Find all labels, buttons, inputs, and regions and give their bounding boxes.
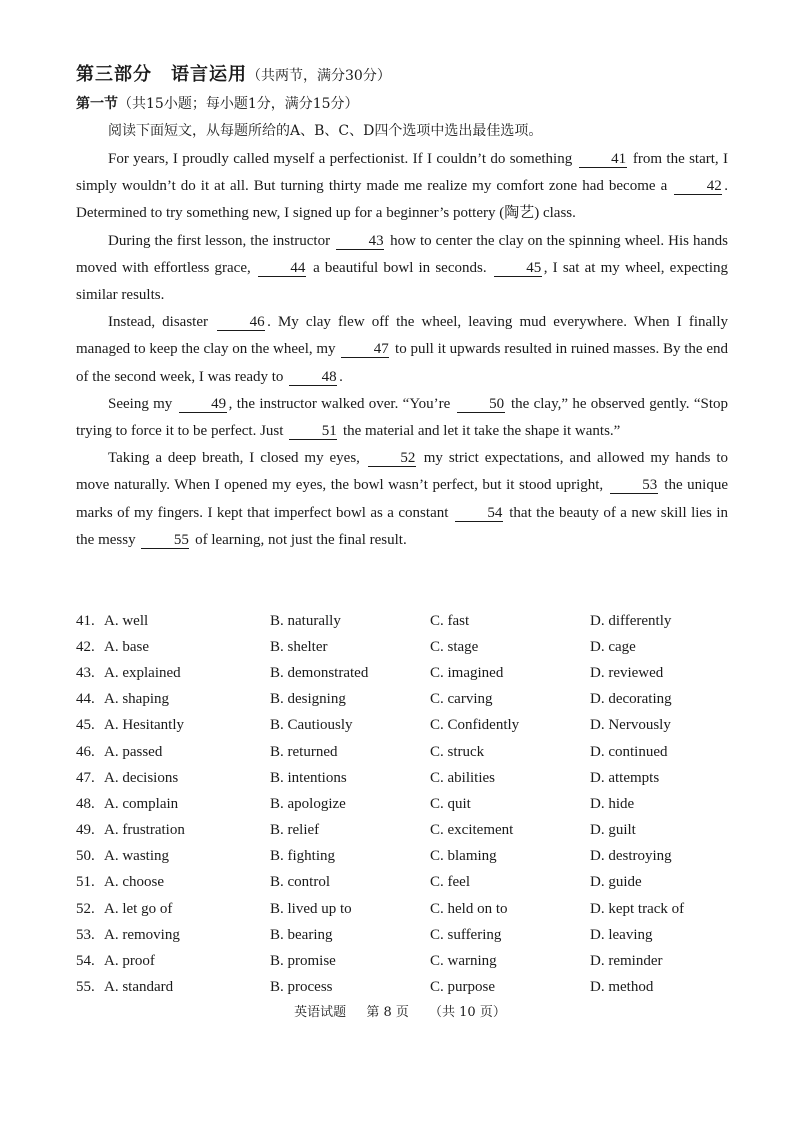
option-d: D. differently (590, 612, 672, 629)
blank-45: 45 (494, 260, 542, 277)
options-list (76, 608, 736, 1001)
option-c: C. purpose (430, 979, 495, 996)
option-d: D. destroying (590, 848, 672, 865)
option-c: C. excitement (430, 822, 514, 839)
option-c: C. imagined (430, 664, 504, 681)
cloze-passage (76, 146, 728, 554)
option-d: D. decorating (590, 691, 672, 708)
option-c: C. held on to (430, 900, 508, 917)
question-number: 49. (76, 822, 95, 839)
option-c: C. abilities (430, 769, 495, 786)
blank-52: 52 (368, 450, 416, 467)
passage-text: the material and let it take the shape it wants.” (339, 423, 621, 440)
option-a: A. let go of (104, 900, 173, 917)
passage-text: . (339, 368, 343, 385)
option-b: B. intentions (270, 769, 347, 786)
blank-48: 48 (289, 369, 337, 386)
instruction-text: 阅读下面短文，从每题所给的A、B、C、D四个选项中选出最佳选项。 (108, 123, 543, 139)
option-row (76, 608, 736, 634)
blank-43: 43 (336, 233, 384, 250)
option-b: B. apologize (270, 795, 346, 812)
option-b: B. relief (270, 822, 320, 839)
passage-paragraph (76, 391, 728, 445)
passage-text: , I sat at my wheel, expecting similar results. (76, 259, 728, 304)
question-number: 42. (76, 638, 95, 655)
option-a: A. choose (104, 874, 164, 891)
passage-text: Taking a deep breath, I closed my eyes, (108, 450, 366, 467)
option-row (76, 739, 736, 765)
option-row (76, 687, 736, 713)
part-title-note: （共两节，满分30分） (247, 68, 391, 84)
question-number: 54. (76, 953, 95, 970)
blank-42: 42 (674, 178, 722, 195)
option-c: C. blaming (430, 848, 497, 865)
footer-subject: 英语试题 (294, 1005, 347, 1020)
option-b: B. control (270, 874, 330, 891)
option-row (76, 765, 736, 791)
question-number: 51. (76, 874, 95, 891)
passage-text: Seeing my (108, 395, 177, 412)
option-a: A. proof (104, 953, 155, 970)
blank-47: 47 (341, 341, 389, 358)
passage-text: During the first lesson, the instructor (108, 232, 335, 249)
blank-55: 55 (141, 532, 189, 549)
option-b: B. promise (270, 953, 336, 970)
option-b: B. fighting (270, 848, 336, 865)
option-row (76, 634, 736, 660)
passage-text: how to center the clay on the spinning wheel. His hands moved with effortless grace, (76, 232, 729, 276)
option-a: A. complain (104, 795, 179, 812)
option-c: C. feel (430, 874, 470, 891)
question-number: 47. (76, 769, 95, 786)
option-row (76, 791, 736, 817)
blank-41: 41 (579, 151, 627, 168)
option-c: C. quit (430, 795, 471, 812)
footer-page: 第 8 页 (366, 1005, 409, 1020)
option-c: C. carving (430, 691, 493, 708)
passage-paragraph (76, 146, 728, 228)
option-a: A. decisions (104, 769, 179, 786)
passage-text: the clay,” he observed gently. “Stop trying to force it to be perfect. Just (76, 395, 729, 440)
passage-paragraph (76, 309, 728, 391)
question-number: 44. (76, 691, 95, 708)
option-a: A. well (104, 612, 149, 629)
option-row (76, 948, 736, 974)
option-d: D. kept track of (590, 900, 685, 917)
footer-total: （共 10 页） (429, 1005, 506, 1020)
option-d: D. continued (590, 743, 668, 760)
option-b: B. process (270, 979, 333, 996)
option-c: C. stage (430, 638, 479, 655)
section-title-text: 第一节 (76, 96, 118, 112)
option-row (76, 818, 736, 844)
option-d: D. guide (590, 874, 642, 891)
option-b: B. bearing (270, 926, 333, 943)
passage-text: a beautiful bowl in seconds. (307, 259, 492, 276)
question-number: 41. (76, 612, 95, 629)
blank-50: 50 (457, 396, 505, 413)
passage-text: , the instructor walked over. “You’re (228, 395, 455, 412)
option-c: C. fast (430, 612, 470, 629)
option-d: D. method (590, 979, 654, 996)
passage-text: to pull it upwards resulted in ruined masses. By the end of the second week, I was ready to (76, 341, 728, 385)
option-d: D. leaving (590, 926, 653, 943)
passage-text: from the start, I simply wouldn’t do it at all. But turning thirty made me realize my comfort zone had become a (76, 151, 728, 195)
option-row (76, 922, 736, 948)
option-c: C. Confidently (430, 717, 520, 734)
passage-text: Instead, disaster (108, 314, 216, 331)
passage-text: my strict expectations, and allowed my hands to move naturally. When I opened my eyes, the bowl wasn’t perfect, but it stood upright, (76, 450, 728, 494)
option-d: D. reviewed (590, 664, 664, 681)
blank-49: 49 (179, 396, 227, 413)
option-b: B. returned (270, 743, 338, 760)
page-footer (0, 1001, 800, 1020)
option-row (76, 660, 736, 686)
passage-text: of learning, not just the final result. (191, 531, 407, 548)
option-d: D. guilt (590, 822, 636, 839)
part-title-text: 第三部分 语言运用 (76, 64, 247, 85)
option-d: D. attempts (590, 769, 660, 786)
passage-text: the unique marks of my fingers. I kept that imperfect bowl as a constant (76, 477, 729, 521)
passage-text: . My clay flew off the wheel, leaving mud everywhere. When I finally managed to keep the clay on the wheel, my (76, 314, 728, 358)
option-row (76, 870, 736, 896)
option-row (76, 713, 736, 739)
option-c: C. warning (430, 953, 497, 970)
option-b: B. naturally (270, 612, 341, 629)
option-row (76, 896, 736, 922)
blank-46: 46 (217, 314, 265, 331)
option-a: A. Hesitantly (104, 717, 184, 734)
option-c: C. struck (430, 743, 485, 760)
question-number: 50. (76, 848, 95, 865)
option-d: D. cage (590, 638, 636, 655)
passage-text: For years, I proudly called myself a perfectionist. If I couldn’t do something (108, 151, 577, 167)
passage-text: that the beauty of a new skill lies in the messy (76, 504, 728, 548)
question-number: 46. (76, 743, 95, 760)
option-row (76, 844, 736, 870)
question-number: 53. (76, 926, 95, 943)
passage-text: . Determined to try something new, I signed up for a beginner’s pottery (陶艺) class. (76, 178, 728, 222)
question-number: 52. (76, 900, 95, 917)
option-a: A. standard (104, 979, 174, 996)
blank-51: 51 (289, 423, 337, 440)
option-b: B. designing (270, 691, 346, 708)
section-title-note: （共15小题；每小题1分，满分15分） (118, 96, 359, 112)
option-a: A. explained (104, 664, 181, 681)
option-a: A. removing (104, 926, 180, 943)
blank-44: 44 (258, 260, 306, 277)
passage-paragraph (76, 228, 728, 310)
option-a: A. shaping (104, 691, 169, 708)
option-a: A. passed (104, 743, 163, 760)
blank-53: 53 (610, 477, 658, 494)
question-number: 55. (76, 979, 95, 996)
question-number: 43. (76, 664, 95, 681)
option-row (76, 975, 736, 1001)
option-a: A. base (104, 638, 149, 655)
option-d: D. Nervously (590, 717, 671, 734)
option-a: A. wasting (104, 848, 169, 865)
option-c: C. suffering (430, 926, 502, 943)
passage-paragraph (76, 445, 728, 554)
question-number: 48. (76, 795, 95, 812)
option-d: D. reminder (590, 953, 663, 970)
option-b: B. demonstrated (270, 664, 369, 681)
option-b: B. lived up to (270, 900, 352, 917)
option-b: B. shelter (270, 638, 328, 655)
option-b: B. Cautiously (270, 717, 353, 734)
part-title (76, 60, 391, 86)
question-number: 45. (76, 717, 95, 734)
option-a: A. frustration (104, 822, 185, 839)
section-title (76, 93, 359, 113)
option-d: D. hide (590, 795, 635, 812)
blank-54: 54 (455, 505, 503, 522)
